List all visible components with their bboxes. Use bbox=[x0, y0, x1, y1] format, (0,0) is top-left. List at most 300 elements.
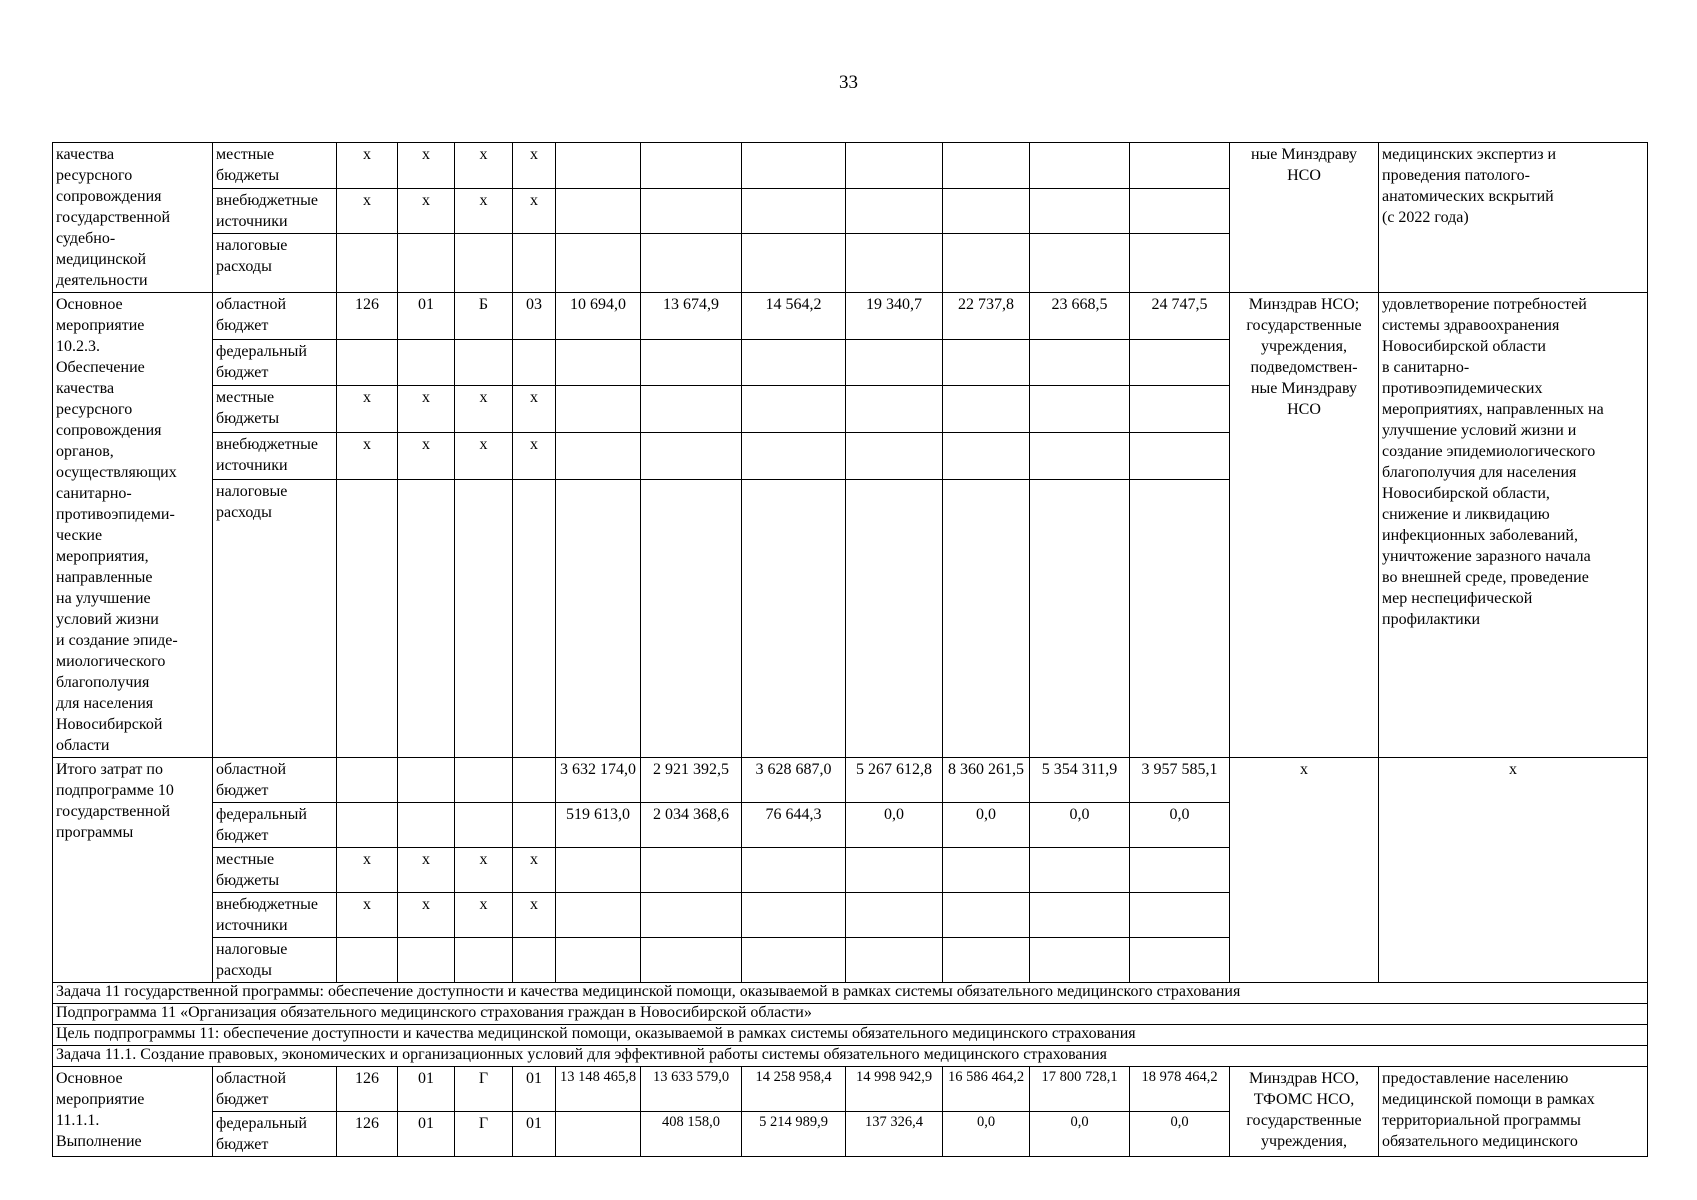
amount-cell: 0,0 bbox=[1130, 803, 1230, 848]
amount-cell: 16 586 464,2 bbox=[943, 1067, 1030, 1112]
section-heading-cell: Задача 11 государственной программы: обеспечение доступности и качества медицинской помощи, оказываемой в рамках системы обязательного медицинского страхования bbox=[53, 983, 1648, 1004]
amount-cell bbox=[742, 433, 846, 480]
funding-source-cell-line: бюджет bbox=[216, 1091, 269, 1108]
budget-code-cell: 01 bbox=[398, 1112, 455, 1157]
amount-cell bbox=[1130, 234, 1230, 293]
funding-source-cell-line: областной bbox=[216, 1070, 287, 1087]
funding-source-cell-line: налоговые bbox=[216, 941, 288, 958]
amount-cell bbox=[641, 479, 742, 757]
amount-cell: 23 668,5 bbox=[1030, 293, 1130, 340]
activity-name-cell-line: сопровождения bbox=[56, 422, 162, 439]
expected-result-cell-line: x bbox=[1509, 761, 1517, 778]
budget-code-cell: x bbox=[513, 433, 556, 480]
activity-name-cell-line: условий жизни bbox=[56, 611, 159, 628]
budget-code-cell: x bbox=[513, 848, 556, 893]
amount-cell: 17 800 728,1 bbox=[1030, 1067, 1130, 1112]
amount-cell bbox=[943, 339, 1030, 386]
executor-cell-line: НСО bbox=[1287, 167, 1321, 184]
budget-code-cell bbox=[337, 234, 398, 293]
amount-cell bbox=[846, 433, 943, 480]
budget-code-cell: x bbox=[337, 433, 398, 480]
amount-cell bbox=[1130, 893, 1230, 938]
activity-name-cell-line: осуществляющих bbox=[56, 464, 177, 481]
amount-cell bbox=[943, 386, 1030, 433]
activity-name-cell-line: сопровождения bbox=[56, 188, 162, 205]
amount-cell: 0,0 bbox=[1030, 803, 1130, 848]
budget-code-cell bbox=[337, 339, 398, 386]
activity-name-cell-line: и создание эпиде- bbox=[56, 632, 178, 649]
budget-code-cell bbox=[513, 938, 556, 983]
executor-cell-line: ные Минздраву bbox=[1250, 146, 1358, 163]
funding-source-cell-line: бюджет bbox=[216, 363, 269, 381]
budget-code-cell: 01 bbox=[513, 1067, 556, 1112]
funding-source-cell-line: федеральный bbox=[216, 806, 307, 823]
amount-cell bbox=[846, 188, 943, 234]
amount-cell: 5 267 612,8 bbox=[846, 758, 943, 803]
amount-cell bbox=[943, 433, 1030, 480]
activity-name-cell-line: ческие bbox=[56, 527, 103, 544]
funding-source-cell-line: областной bbox=[216, 296, 287, 313]
budget-code-cell bbox=[337, 803, 398, 848]
funding-source-cell-line: расходы bbox=[216, 503, 272, 521]
amount-cell bbox=[1030, 234, 1130, 293]
budget-code-cell: x bbox=[398, 386, 455, 433]
budget-code-cell bbox=[513, 234, 556, 293]
budget-code-cell: 01 bbox=[398, 293, 455, 340]
budget-code-cell: x bbox=[398, 188, 455, 234]
expected-result-cell-line: удовлетворение потребностей bbox=[1382, 296, 1587, 313]
budget-code-cell: x bbox=[398, 143, 455, 189]
amount-cell: 137 326,4 bbox=[846, 1112, 943, 1157]
budget-code-cell: x bbox=[513, 143, 556, 189]
funding-source-cell-line: источники bbox=[216, 917, 288, 934]
activity-name-cell-line: благополучия bbox=[56, 674, 150, 691]
section-row bbox=[53, 1025, 1648, 1046]
budget-code-cell bbox=[398, 758, 455, 803]
funding-source-cell-line: федеральный bbox=[216, 1115, 307, 1132]
budget-code-cell bbox=[455, 938, 513, 983]
activity-name-cell-line: органов, bbox=[56, 443, 114, 460]
amount-cell: 5 214 989,9 bbox=[742, 1112, 846, 1157]
budget-code-cell bbox=[398, 479, 455, 757]
amount-cell bbox=[1130, 938, 1230, 983]
budget-code-cell bbox=[398, 234, 455, 293]
expected-result-cell-line: (с 2022 года) bbox=[1382, 209, 1469, 226]
expected-result-cell bbox=[1379, 758, 1648, 983]
amount-cell bbox=[742, 188, 846, 234]
amount-cell: 14 998 942,9 bbox=[846, 1067, 943, 1112]
budget-code-cell: 126 bbox=[337, 293, 398, 340]
expected-result-cell bbox=[1379, 1067, 1648, 1157]
amount-cell: 0,0 bbox=[1030, 1112, 1130, 1157]
budget-code-cell bbox=[398, 339, 455, 386]
activity-name-cell-line: мероприятие bbox=[56, 317, 145, 334]
funding-source-cell-line: расходы bbox=[216, 962, 272, 979]
amount-cell bbox=[641, 188, 742, 234]
funding-source-cell-line: расходы bbox=[216, 258, 272, 276]
funding-source-cell bbox=[213, 803, 337, 848]
expected-result-cell-line: медицинской помощи в рамках bbox=[1382, 1091, 1595, 1108]
amount-cell bbox=[641, 433, 742, 480]
budget-code-cell: 01 bbox=[513, 1112, 556, 1157]
budget-table bbox=[52, 142, 1648, 1157]
activity-name-cell-line: санитарно- bbox=[56, 485, 132, 502]
amount-cell bbox=[742, 938, 846, 983]
amount-cell bbox=[641, 938, 742, 983]
budget-code-cell: Б bbox=[455, 293, 513, 340]
funding-source-cell bbox=[213, 339, 337, 386]
executor-cell bbox=[1230, 1067, 1379, 1157]
section-row bbox=[53, 983, 1648, 1004]
amount-cell: 3 628 687,0 bbox=[742, 758, 846, 803]
amount-cell bbox=[742, 339, 846, 386]
funding-source-cell-line: бюджеты bbox=[216, 872, 280, 889]
amount-cell bbox=[556, 938, 641, 983]
expected-result-cell-line: благополучия для населения bbox=[1382, 464, 1577, 481]
budget-code-cell bbox=[398, 803, 455, 848]
amount-cell bbox=[943, 234, 1030, 293]
activity-name-cell-line: ресурсного bbox=[56, 401, 133, 418]
budget-code-cell: x bbox=[455, 143, 513, 189]
amount-cell bbox=[1130, 386, 1230, 433]
executor-cell-line: ТФОМС НСО, bbox=[1253, 1091, 1355, 1108]
budget-code-cell: x bbox=[455, 848, 513, 893]
activity-name-cell bbox=[53, 293, 213, 758]
budget-code-cell: x bbox=[513, 188, 556, 234]
executor-cell-line: учреждения, bbox=[1261, 1133, 1347, 1150]
amount-cell: 2 034 368,6 bbox=[641, 803, 742, 848]
amount-cell bbox=[1030, 386, 1130, 433]
expected-result-cell-line: улучшение условий жизни и bbox=[1382, 422, 1577, 439]
expected-result-cell-line: мероприятиях, направленных на bbox=[1382, 401, 1604, 418]
funding-source-cell-line: внебюджетные bbox=[216, 896, 318, 913]
funding-source-cell-line: местные bbox=[216, 389, 275, 407]
amount-cell bbox=[556, 1112, 641, 1157]
budget-code-cell bbox=[337, 938, 398, 983]
amount-cell bbox=[943, 938, 1030, 983]
activity-name-cell bbox=[53, 143, 213, 293]
budget-code-cell: x bbox=[337, 848, 398, 893]
section-row bbox=[53, 1004, 1648, 1025]
amount-cell bbox=[1030, 339, 1130, 386]
activity-name-cell-line: 11.1.1. bbox=[56, 1112, 100, 1129]
funding-source-cell bbox=[213, 1067, 337, 1112]
budget-code-cell: x bbox=[455, 893, 513, 938]
expected-result-cell-line: предоставление населению bbox=[1382, 1070, 1569, 1087]
budget-code-cell: Г bbox=[455, 1112, 513, 1157]
executor-cell-line: НСО bbox=[1287, 401, 1321, 418]
activity-name-cell-line: направленные bbox=[56, 569, 153, 586]
activity-name-cell-line: Основное bbox=[56, 1070, 123, 1087]
expected-result-cell bbox=[1379, 293, 1648, 758]
table-row bbox=[53, 143, 1648, 189]
amount-cell bbox=[556, 339, 641, 386]
amount-cell bbox=[556, 479, 641, 757]
budget-code-cell: x bbox=[455, 188, 513, 234]
funding-source-cell-line: внебюджетные bbox=[216, 191, 318, 209]
amount-cell bbox=[943, 188, 1030, 234]
budget-code-cell bbox=[398, 938, 455, 983]
funding-source-cell bbox=[213, 758, 337, 803]
amount-cell bbox=[846, 479, 943, 757]
amount-cell bbox=[1130, 433, 1230, 480]
activity-name-cell-line: для населения bbox=[56, 695, 154, 712]
funding-source-cell-line: федеральный bbox=[216, 342, 307, 360]
funding-source-cell bbox=[213, 234, 337, 293]
amount-cell bbox=[742, 386, 846, 433]
amount-cell bbox=[846, 938, 943, 983]
amount-cell bbox=[846, 848, 943, 893]
budget-code-cell: x bbox=[337, 893, 398, 938]
amount-cell: 0,0 bbox=[943, 803, 1030, 848]
activity-name-cell-line: подпрограмме 10 bbox=[56, 782, 174, 799]
amount-cell bbox=[641, 848, 742, 893]
expected-result-cell-line: противоэпидемических bbox=[1382, 380, 1543, 397]
expected-result-cell-line: профилактики bbox=[1382, 611, 1481, 628]
budget-code-cell bbox=[513, 758, 556, 803]
amount-cell: 18 978 464,2 bbox=[1130, 1067, 1230, 1112]
amount-cell bbox=[1130, 339, 1230, 386]
amount-cell: 13 148 465,8 bbox=[556, 1067, 641, 1112]
expected-result-cell-line: Новосибирской области, bbox=[1382, 485, 1550, 502]
expected-result-cell-line: медицинских экспертиз и bbox=[1382, 146, 1557, 163]
budget-code-cell: x bbox=[513, 893, 556, 938]
amount-cell: 22 737,8 bbox=[943, 293, 1030, 340]
funding-source-cell bbox=[213, 1112, 337, 1157]
activity-name-cell-line: на улучшение bbox=[56, 590, 151, 607]
funding-source-cell-line: местные bbox=[216, 146, 275, 163]
budget-code-cell bbox=[337, 479, 398, 757]
amount-cell bbox=[1030, 143, 1130, 189]
amount-cell: 3 957 585,1 bbox=[1130, 758, 1230, 803]
budget-code-cell bbox=[455, 758, 513, 803]
amount-cell bbox=[641, 386, 742, 433]
activity-name-cell bbox=[53, 1067, 213, 1157]
amount-cell bbox=[556, 386, 641, 433]
amount-cell bbox=[1030, 188, 1130, 234]
amount-cell: 0,0 bbox=[846, 803, 943, 848]
expected-result-cell-line: проведения патолого- bbox=[1382, 167, 1530, 184]
amount-cell bbox=[1130, 188, 1230, 234]
funding-source-cell bbox=[213, 188, 337, 234]
amount-cell bbox=[641, 234, 742, 293]
amount-cell bbox=[846, 339, 943, 386]
activity-name-cell-line: программы bbox=[56, 824, 134, 841]
expected-result-cell-line: в санитарно- bbox=[1382, 359, 1470, 376]
funding-source-cell bbox=[213, 293, 337, 340]
activity-name-cell-line: противоэпидеми- bbox=[56, 506, 175, 523]
budget-code-cell: x bbox=[337, 188, 398, 234]
expected-result-cell-line: территориальной программы bbox=[1382, 1112, 1581, 1129]
activity-name-cell-line: мероприятия, bbox=[56, 548, 149, 565]
expected-result-cell-line: создание эпидемиологического bbox=[1382, 443, 1596, 460]
executor-cell bbox=[1230, 758, 1379, 983]
amount-cell bbox=[556, 188, 641, 234]
activity-name-cell-line: медицинской bbox=[56, 251, 147, 268]
activity-name-cell-line: миологического bbox=[56, 653, 166, 670]
activity-name-cell-line: судебно- bbox=[56, 230, 116, 247]
executor-cell bbox=[1230, 293, 1379, 758]
table-row bbox=[53, 1067, 1648, 1112]
amount-cell bbox=[641, 143, 742, 189]
budget-code-cell: x bbox=[337, 143, 398, 189]
amount-cell bbox=[943, 143, 1030, 189]
budget-code-cell bbox=[513, 803, 556, 848]
funding-source-cell bbox=[213, 479, 337, 757]
funding-source-cell-line: внебюджетные bbox=[216, 436, 318, 454]
activity-name-cell-line: ресурсного bbox=[56, 167, 133, 184]
amount-cell bbox=[556, 234, 641, 293]
budget-code-cell bbox=[455, 803, 513, 848]
section-row bbox=[53, 1046, 1648, 1067]
amount-cell: 0,0 bbox=[1130, 1112, 1230, 1157]
section-heading-cell: Подпрограмма 11 «Организация обязательного медицинского страхования граждан в Новосибирской области» bbox=[53, 1004, 1648, 1025]
funding-source-cell-line: налоговые bbox=[216, 482, 288, 500]
budget-code-cell bbox=[455, 234, 513, 293]
table-row bbox=[53, 758, 1648, 803]
amount-cell bbox=[556, 893, 641, 938]
activity-name-cell-line: деятельности bbox=[56, 272, 148, 289]
activity-name-cell-line: Новосибирской bbox=[56, 716, 163, 733]
amount-cell: 14 564,2 bbox=[742, 293, 846, 340]
expected-result-cell bbox=[1379, 143, 1648, 293]
amount-cell bbox=[641, 893, 742, 938]
budget-code-cell: 126 bbox=[337, 1067, 398, 1112]
funding-source-cell-line: бюджеты bbox=[216, 410, 280, 428]
activity-name-cell-line: мероприятие bbox=[56, 1091, 145, 1108]
funding-source-cell bbox=[213, 386, 337, 433]
expected-result-cell-line: анатомических вскрытий bbox=[1382, 188, 1554, 205]
section-heading-cell: Цель подпрограммы 11: обеспечение доступности и качества медицинской помощи, оказываемой в рамках системы обязательного медицинского страхования bbox=[53, 1025, 1648, 1046]
amount-cell bbox=[641, 339, 742, 386]
amount-cell bbox=[846, 893, 943, 938]
budget-code-cell: x bbox=[455, 386, 513, 433]
amount-cell bbox=[742, 848, 846, 893]
budget-code-cell: x bbox=[398, 433, 455, 480]
funding-source-cell bbox=[213, 433, 337, 480]
expected-result-cell-line: снижение и ликвидацию bbox=[1382, 506, 1550, 523]
funding-source-cell-line: бюджет bbox=[216, 782, 269, 799]
amount-cell bbox=[846, 143, 943, 189]
amount-cell bbox=[846, 234, 943, 293]
activity-name-cell-line: государственной bbox=[56, 209, 171, 226]
budget-code-cell: x bbox=[398, 848, 455, 893]
amount-cell bbox=[1030, 479, 1130, 757]
amount-cell: 14 258 958,4 bbox=[742, 1067, 846, 1112]
amount-cell bbox=[1030, 433, 1130, 480]
amount-cell: 10 694,0 bbox=[556, 293, 641, 340]
amount-cell bbox=[1030, 893, 1130, 938]
activity-name-cell-line: 10.2.3. bbox=[56, 338, 100, 355]
budget-code-cell bbox=[455, 479, 513, 757]
amount-cell bbox=[1130, 479, 1230, 757]
budget-code-cell: x bbox=[455, 433, 513, 480]
expected-result-cell-line: Новосибирской области bbox=[1382, 338, 1546, 355]
expected-result-cell-line: инфекционных заболеваний, bbox=[1382, 527, 1578, 544]
activity-name-cell-line: Выполнение bbox=[56, 1133, 142, 1150]
activity-name-cell-line: Основное bbox=[56, 296, 123, 313]
amount-cell bbox=[556, 848, 641, 893]
amount-cell bbox=[943, 848, 1030, 893]
executor-cell-line: учреждения, bbox=[1261, 338, 1347, 355]
budget-code-cell bbox=[337, 758, 398, 803]
budget-code-cell: x bbox=[513, 386, 556, 433]
funding-source-cell-line: бюджет bbox=[216, 1136, 269, 1153]
amount-cell bbox=[742, 479, 846, 757]
executor-cell bbox=[1230, 143, 1379, 293]
funding-source-cell-line: бюджет bbox=[216, 827, 269, 844]
amount-cell: 5 354 311,9 bbox=[1030, 758, 1130, 803]
amount-cell bbox=[742, 143, 846, 189]
expected-result-cell-line: системы здравоохранения bbox=[1382, 317, 1560, 334]
page-number: 33 bbox=[839, 72, 858, 93]
executor-cell-line: x bbox=[1300, 761, 1308, 778]
amount-cell bbox=[943, 893, 1030, 938]
executor-cell-line: ные Минздраву bbox=[1250, 380, 1358, 397]
expected-result-cell-line: во внешней среде, проведение bbox=[1382, 569, 1589, 586]
amount-cell: 13 674,9 bbox=[641, 293, 742, 340]
amount-cell bbox=[1130, 848, 1230, 893]
activity-name-cell-line: Обеспечение bbox=[56, 359, 145, 376]
budget-code-cell bbox=[455, 339, 513, 386]
budget-code-cell bbox=[513, 339, 556, 386]
amount-cell bbox=[1030, 848, 1130, 893]
budget-code-cell: Г bbox=[455, 1067, 513, 1112]
amount-cell: 3 632 174,0 bbox=[556, 758, 641, 803]
amount-cell bbox=[556, 143, 641, 189]
funding-source-cell bbox=[213, 893, 337, 938]
executor-cell-line: подведомствен- bbox=[1250, 359, 1358, 376]
activity-name-cell-line: Итого затрат по bbox=[56, 761, 163, 778]
budget-code-cell: 03 bbox=[513, 293, 556, 340]
funding-source-cell bbox=[213, 938, 337, 983]
amount-cell bbox=[556, 433, 641, 480]
activity-name-cell-line: государственной bbox=[56, 803, 171, 820]
amount-cell: 2 921 392,5 bbox=[641, 758, 742, 803]
amount-cell bbox=[1030, 938, 1130, 983]
executor-cell-line: Минздрав НСО, bbox=[1249, 1070, 1359, 1087]
amount-cell bbox=[943, 479, 1030, 757]
amount-cell bbox=[846, 386, 943, 433]
budget-code-cell: 01 bbox=[398, 1067, 455, 1112]
amount-cell: 519 613,0 bbox=[556, 803, 641, 848]
amount-cell bbox=[1130, 143, 1230, 189]
budget-code-cell: x bbox=[337, 386, 398, 433]
expected-result-cell-line: мер неспецифической bbox=[1382, 590, 1533, 607]
funding-source-cell-line: местные bbox=[216, 851, 275, 868]
amount-cell: 24 747,5 bbox=[1130, 293, 1230, 340]
activity-name-cell-line: качества bbox=[56, 146, 115, 163]
activity-name-cell-line: качества bbox=[56, 380, 115, 397]
expected-result-cell-line: уничтожение заразного начала bbox=[1382, 548, 1591, 565]
amount-cell: 19 340,7 bbox=[846, 293, 943, 340]
activity-name-cell-line: области bbox=[56, 737, 110, 754]
table-row bbox=[53, 293, 1648, 340]
executor-cell-line: Минздрав НСО; bbox=[1248, 296, 1360, 313]
activity-name-cell bbox=[53, 758, 213, 983]
funding-source-cell-line: источники bbox=[216, 212, 288, 230]
budget-code-cell bbox=[513, 479, 556, 757]
section-heading-cell: Задача 11.1. Создание правовых, экономических и организационных условий для эффективной работы системы обязательного медицинского страхования bbox=[53, 1046, 1648, 1067]
funding-source-cell-line: областной bbox=[216, 761, 287, 778]
funding-source-cell bbox=[213, 848, 337, 893]
amount-cell bbox=[742, 234, 846, 293]
funding-source-cell-line: бюджеты bbox=[216, 167, 280, 184]
amount-cell bbox=[742, 893, 846, 938]
funding-source-cell-line: бюджет bbox=[216, 317, 269, 334]
amount-cell: 76 644,3 bbox=[742, 803, 846, 848]
budget-code-cell: 126 bbox=[337, 1112, 398, 1157]
